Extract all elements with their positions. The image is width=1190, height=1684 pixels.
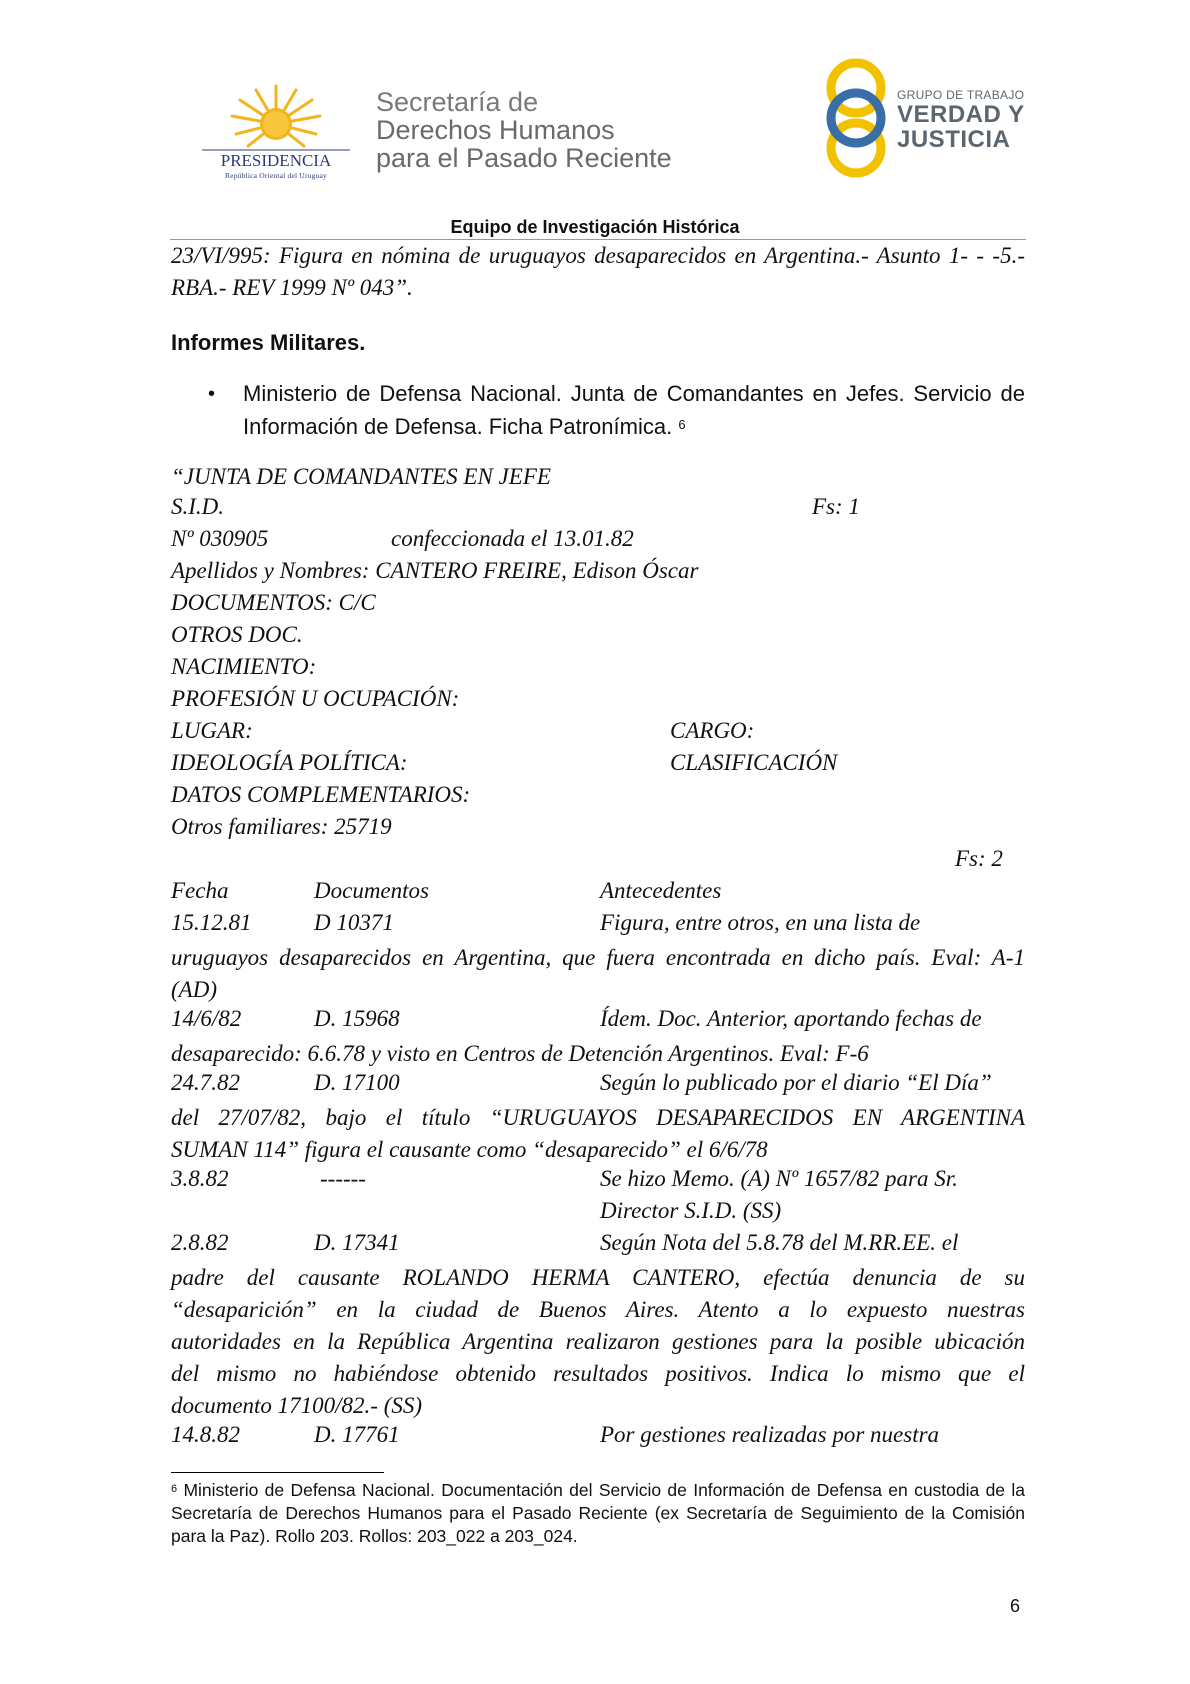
ficha-fs2: Fs: 2: [955, 846, 1003, 871]
ficha-lugar: LUGAR:: [171, 718, 253, 743]
footnote-marker: 6: [171, 1483, 178, 1495]
entry-1-doc: D 10371: [314, 910, 394, 935]
entry-2-doc: D. 15968: [314, 1006, 400, 1031]
entry-5-cont-1: padre del causante ROLANDO HERMA CANTERO, efectúa denuncia de su: [171, 1265, 1025, 1290]
ficha-sid: S.I.D.: [171, 494, 225, 519]
justicia-label: JUSTICIA: [897, 126, 1011, 153]
ficha-otros-doc: OTROS DOC.: [171, 622, 303, 647]
entry-4-antecedente: Se hizo Memo. (A) Nº 1657/82 para Sr.: [600, 1166, 958, 1191]
page-number: 6: [1010, 1596, 1021, 1616]
entry-5-cont-4: del mismo no habiéndose obtenido resultados positivos. Indica lo mismo que el: [171, 1361, 1025, 1386]
entry-5-cont-2: “desaparición” en la ciudad de Buenos Aires. Atento a lo expuesto nuestras: [171, 1297, 1025, 1322]
ficha-fs1: Fs: 1: [812, 494, 860, 519]
entry-3-cont-1: del 27/07/82, bajo el título “URUGUAYOS DESAPARECIDOS EN ARGENTINA: [171, 1105, 1025, 1130]
ficha-confeccionada: confeccionada el 13.01.82: [391, 526, 634, 551]
secretaria-name: [376, 88, 672, 172]
col-header-documentos: Documentos: [314, 878, 429, 903]
col-header-fecha: Fecha: [171, 878, 229, 903]
entry-5-cont-5: documento 17100/82.- (SS): [171, 1393, 423, 1418]
entry-5-fecha: 2.8.82: [171, 1230, 229, 1255]
ficha-ideologia: IDEOLOGÍA POLÍTICA:: [171, 750, 408, 775]
ficha-datos: DATOS COMPLEMENTARIOS:: [171, 782, 471, 807]
sun-icon: [232, 86, 320, 146]
entry-5-doc: D. 17341: [314, 1230, 400, 1255]
bullet-marker: •: [208, 383, 216, 405]
footnote-text: Ministerio de Defensa Nacional. Documentación del Servicio de Información de Defensa en custodia de la Secretaría de Derechos Humanos para el Pasado Reciente (ex Secretaría de Seguimiento de la Comisión para la Paz). Rollo 203. Rollos: 203_022 a 203_024.: [171, 1480, 1025, 1546]
entry-1-antecedente: Figura, entre otros, en una lista de: [600, 910, 921, 935]
entry-4-fecha: 3.8.82: [171, 1166, 229, 1191]
secretaria-line-3: para el Pasado Reciente: [376, 143, 672, 173]
entry-4-antecedente-2: Director S.I.D. (SS): [600, 1198, 782, 1223]
ficha-documentos: DOCUMENTOS: C/C: [171, 590, 376, 615]
secretaria-line-1: Secretaría de: [376, 87, 539, 117]
entry-2-fecha: 14/6/82: [171, 1006, 242, 1031]
footnote-ref: 6: [678, 417, 686, 432]
footnote-divider: [171, 1472, 384, 1473]
ficha-apellidos: Apellidos y Nombres: CANTERO FREIRE, Edison Óscar: [171, 558, 699, 583]
footnote: [171, 1479, 1025, 1548]
entry-6-antecedente: Por gestiones realizadas por nuestra: [600, 1422, 940, 1447]
presidencia-logo: [196, 78, 356, 182]
entry-2-cont-1: desaparecido: 6.6.78 y visto en Centros de Detención Argentinos. Eval: F-6: [171, 1041, 869, 1066]
ficha-numero: Nº 030905: [171, 526, 269, 551]
ficha-cargo: CARGO:: [670, 718, 755, 743]
secretaria-line-2: Derechos Humanos: [376, 115, 615, 145]
entry-4-doc: ------: [320, 1166, 366, 1191]
entry-3-cont-2: SUMAN 114” figura el causante como “desaparecido” el 6/6/78: [171, 1137, 768, 1162]
entry-3-fecha: 24.7.82: [171, 1070, 240, 1095]
bullet-text: Ministerio de Defensa Nacional. Junta de Comandantes en Jefes. Servicio de Información de Defensa. Ficha Patronímica.: [243, 381, 1025, 439]
team-title: Equipo de Investigación Histórica: [450, 217, 740, 237]
entry-1-cont-2: (AD): [171, 977, 217, 1002]
bullet-item: [243, 377, 1025, 443]
entry-2-antecedente: Ídem. Doc. Anterior, aportando fechas de: [600, 1006, 982, 1031]
entry-6-doc: D. 17761: [314, 1422, 400, 1447]
ficha-line-junta: “JUNTA DE COMANDANTES EN JEFE: [171, 464, 551, 489]
republica-label: República Oriental del Uruguay: [224, 171, 328, 180]
verdad-label: VERDAD Y: [897, 101, 1025, 128]
presidencia-label: PRESIDENCIA: [220, 151, 332, 170]
intro-paragraph: 23/VI/995: Figura en nómina de uruguayos desaparecidos en Argentina.- Asunto 1- - -5.- RBA.- REV 1999 Nº 043”.: [171, 243, 1025, 300]
ficha-profesion: PROFESIÓN U OCUPACIÓN:: [171, 686, 460, 711]
grupo-small-label: GRUPO DE TRABAJO: [897, 88, 1025, 102]
ficha-otros-familiares: Otros familiares: 25719: [171, 814, 392, 839]
entry-3-antecedente: Según lo publicado por el diario “El Día”: [600, 1070, 992, 1095]
entry-5-cont-3: autoridades en la República Argentina realizaron gestiones para la posible ubicación: [171, 1329, 1025, 1354]
entry-1-fecha: 15.12.81: [171, 910, 252, 935]
entry-6-fecha: 14.8.82: [171, 1422, 240, 1447]
entry-5-antecedente: Según Nota del 5.8.78 del M.RR.EE. el: [600, 1230, 959, 1255]
entry-1-cont-1: uruguayos desaparecidos en Argentina, que fuera encontrada en dicho país. Eval: A-1: [171, 945, 1025, 970]
ficha-clasificacion: CLASIFICACIÓN: [670, 750, 838, 775]
entry-3-doc: D. 17100: [314, 1070, 400, 1095]
section-heading: Informes Militares.: [171, 330, 366, 355]
ficha-nacimiento: NACIMIENTO:: [171, 654, 317, 679]
col-header-antecedentes: Antecedentes: [600, 878, 722, 903]
grupo-trabajo-label: [897, 88, 1025, 152]
